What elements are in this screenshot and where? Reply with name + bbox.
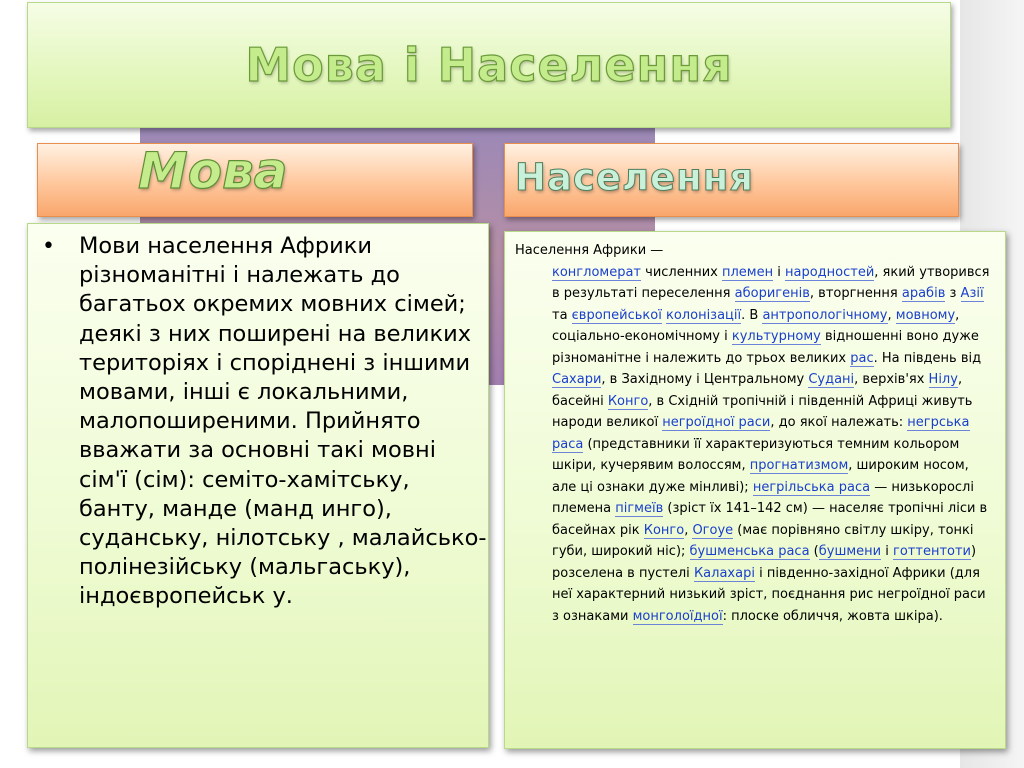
text-span: ) розселена в пустелі [552, 544, 977, 581]
text-span: , соціально-економічному і [552, 307, 960, 344]
text-span: численних [641, 264, 722, 280]
text-span: , [684, 522, 693, 538]
wiki-link[interactable]: Конго [643, 522, 685, 538]
text-span: та [552, 307, 572, 323]
title-banner [27, 2, 951, 128]
wiki-link[interactable]: монголоїдної [632, 608, 723, 624]
population-panel [504, 231, 1006, 749]
wiki-link[interactable]: мовному [895, 307, 956, 323]
wiki-link[interactable]: європейської [571, 307, 662, 323]
text-span: , в Західному і Центральному [601, 372, 809, 387]
wiki-link[interactable]: негроїдної раси [662, 415, 771, 430]
language-header [37, 143, 473, 217]
wiki-link[interactable]: Калахарі [693, 565, 755, 581]
page-title: Мова і Населення [245, 38, 733, 92]
wiki-link[interactable]: колонізації [666, 307, 742, 323]
text-span: , широким носом, але ці ознаки дуже мінливі); [552, 458, 969, 495]
text-span: , вторгнення [809, 286, 902, 301]
wiki-link[interactable]: народностей [785, 264, 875, 280]
language-text: Мови населення Африки різноманітні і належать до багатьох окремих мовних сімей; деякі з них поширені на великих територіях і споріднені з іншими мовами, інші є локальними, малопоширеними. Прийнято вважати за основні такі мовні сім'ї (сім): семіто-хамітську, банту, манде (манд инго), суданську, нілотську , малайсько-полінезійську (мальгаську), індоєвропейськ у. [79, 233, 487, 610]
text-span: і [773, 264, 786, 280]
language-header-label: Мова [138, 142, 288, 200]
wiki-link[interactable]: рас [850, 350, 874, 366]
wiki-link[interactable]: арабів [901, 286, 946, 301]
text-span: , до якої належать: [770, 415, 908, 430]
population-header-label: Населення [515, 156, 755, 199]
wiki-link[interactable]: негрська раса [552, 415, 970, 452]
language-bullet-item [42, 232, 488, 612]
text-span: ( [809, 544, 819, 559]
text-span: , який утворився в результаті переселення [552, 264, 990, 301]
text-span: відношенні воно дуже різноманітне і належить до трьох великих [552, 329, 979, 366]
bullet-icon: • [42, 234, 55, 259]
wiki-link[interactable]: культурному [731, 329, 821, 344]
text-span: . В [741, 307, 763, 323]
wiki-link[interactable]: негрільська раса [752, 479, 871, 495]
text-span: , в Східній тропічній і південній Африці живуть народи великої [552, 393, 973, 430]
text-span: — низькорослі племена [552, 479, 974, 516]
text-span: , [887, 307, 896, 323]
text-span: : плоске обличчя, жовта шкіра). [722, 608, 943, 624]
population-lead: Населення Африки — [515, 243, 664, 258]
text-span: (зріст їх 141–142 см) — населяє тропічні ліси в басейнах рік [552, 501, 988, 538]
wiki-link[interactable]: антропологічному [762, 307, 888, 323]
wiki-link[interactable]: прогнатизмом [749, 458, 849, 473]
text-span: (має порівняно світлу шкіру, тонкі губи, широкий ніс); [552, 522, 974, 559]
text-span: і південно-західної Африки (для неї характерний низький зріст, поєднання рис негроїдної раси з ознаками [552, 565, 986, 624]
text-span: , верхів'ях [854, 372, 929, 387]
wiki-link[interactable]: аборигенів [734, 286, 810, 301]
text-span: з [945, 286, 961, 301]
wiki-link[interactable]: бушменська раса [689, 544, 810, 559]
text-span: і [881, 544, 894, 559]
text-span: , басейні [552, 372, 963, 409]
text-span: . На південь від [873, 350, 982, 366]
wiki-link[interactable]: Сахари [552, 372, 602, 387]
language-panel [27, 223, 489, 748]
population-text-block [515, 240, 993, 627]
wiki-link[interactable]: конгломерат [552, 264, 641, 280]
wiki-link[interactable]: Конго [607, 393, 649, 409]
population-body [552, 262, 993, 628]
text-span: (представники її характеризуються темним кольором шкіри, кучерявим волоссям, [552, 436, 960, 473]
wiki-link[interactable]: бушмени [818, 544, 882, 559]
population-header [504, 143, 959, 217]
wiki-link[interactable]: пігмеїв [615, 501, 664, 516]
wiki-link[interactable]: готтентоти [893, 544, 971, 559]
wiki-link[interactable]: Огоуе [692, 522, 734, 538]
wiki-link[interactable]: Судані [808, 372, 855, 387]
wiki-link[interactable]: племен [722, 264, 774, 280]
wiki-link[interactable]: Нілу [928, 372, 958, 387]
wiki-link[interactable]: Азії [960, 286, 984, 301]
